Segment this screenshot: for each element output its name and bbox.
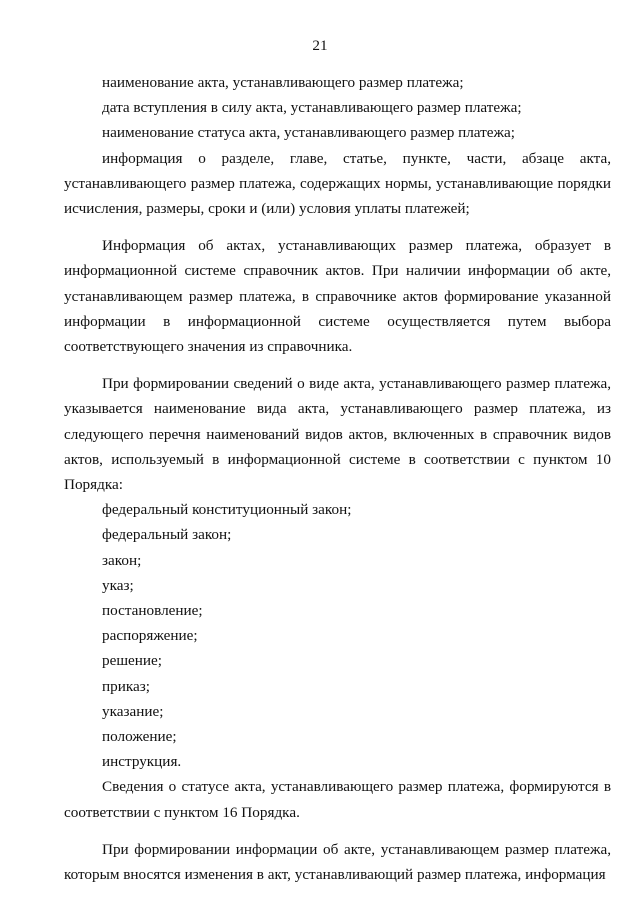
list-item: дата вступления в силу акта, устанавливающего размер платежа; bbox=[102, 99, 522, 117]
paragraph-act-status: Сведения о статусе акта, устанавливающего размер платежа, формируются в соответствии с пунктом 16 Порядка. bbox=[64, 778, 611, 821]
list-item-long: информация о разделе, главе, статье, пункте, части, абзаце акта, устанавливающего размер платежа, содержащих нормы, устанавливающие порядки исчисления, размеры, сроки и (или) условия уплаты платежей; bbox=[64, 149, 611, 218]
document-body bbox=[64, 70, 611, 887]
list-item: распоряжение; bbox=[102, 627, 198, 645]
list-item: закон; bbox=[102, 551, 142, 569]
list-item: решение; bbox=[102, 652, 162, 670]
list-item: указание; bbox=[102, 702, 164, 720]
paragraph-act-kinds: При формировании сведений о виде акта, устанавливающего размер платежа, указывается наименование вида акта, устанавливающего размер платежа, из следующего перечня наименований видов актов, включенных в справочник видов актов, используемый в информационной системе в соответствии с пунктом 10 Порядка: bbox=[64, 375, 611, 494]
list-item: наименование акта, устанавливающего размер платежа; bbox=[102, 74, 464, 91]
list-item: федеральный закон; bbox=[102, 526, 232, 544]
list-item: постановление; bbox=[102, 602, 203, 620]
page-number: 21 bbox=[312, 37, 328, 54]
list-item: указ; bbox=[102, 576, 134, 594]
list-item: приказ; bbox=[102, 677, 150, 695]
list-item: инструкция. bbox=[102, 753, 182, 771]
list-item: наименование статуса акта, устанавливающего размер платежа; bbox=[102, 124, 515, 142]
paragraph-acts-directory: Информация об актах, устанавливающих размер платежа, образует в информационной системе справочник актов. При наличии информации об акте, устанавливающем размер платежа, в справочнике актов формирование указанной информации в информационной системе осуществляется путем выбора соответствующего значения из справочника. bbox=[64, 237, 611, 356]
paragraph-amending-act: При формировании информации об акте, устанавливающем размер платежа, которым вносятся изменения в акт, устанавливающий размер платежа, информация bbox=[64, 840, 611, 884]
list-item: положение; bbox=[102, 728, 177, 746]
act-kinds-list bbox=[64, 497, 611, 774]
list-item: федеральный конституционный закон; bbox=[102, 501, 352, 519]
